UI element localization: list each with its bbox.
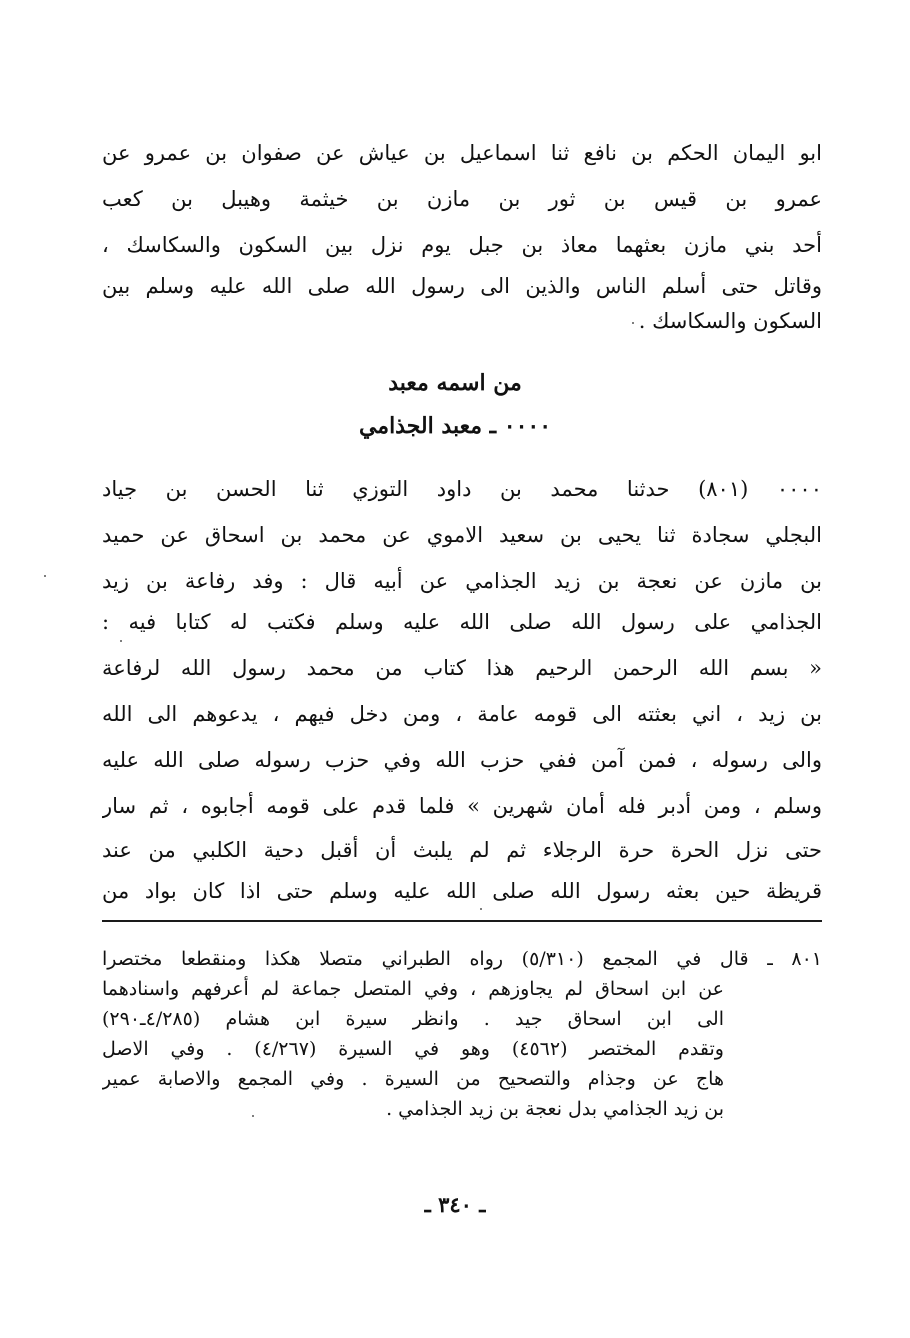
footnote-line: عن ابن اسحاق لم يجاوزهم ، وفي المتصل جماعة لم أعرفهم واسنادهما	[102, 978, 724, 1000]
footnote-rule	[102, 920, 822, 922]
text-line: قريظة حين بعثه رسول الله صلى الله عليه وسلم حتى اذا كان بواد من	[102, 879, 822, 903]
footnote-line: الى ابن اسحاق جيد . وانظر سيرة ابن هشام (٤/٢٨٥ـ٢٩٠)	[102, 1008, 724, 1030]
text-line: وسلم ، ومن أدبر فله أمان شهرين » فلما قدم على قومه أجابوه ، ثم سار	[102, 794, 822, 818]
text-line: « بسم الله الرحمن الرحيم هذا كتاب من محمد رسول الله لرفاعة	[102, 656, 822, 680]
text-line: أحد بني مازن بعثهما معاذ بن جبل يوم نزل بين السكون والسكاسك ،	[102, 233, 822, 257]
text-line: الجذامي على رسول الله صلى الله عليه وسلم فكتب له كتابا فيه :	[102, 610, 822, 634]
scan-speck	[44, 575, 46, 577]
scan-speck	[120, 640, 122, 642]
text-line: بن زيد ، اني بعثته الى قومه عامة ، ومن دخل فيهم ، يدعوهم الى الله	[102, 702, 822, 726]
entry-heading: ٠٠٠٠ ـ معبد الجذامي	[358, 413, 552, 439]
scan-speck	[252, 1115, 254, 1117]
footnote-line: وتقدم المختصر (٤٥٦٢) وهو في السيرة (٤/٢٦٧) . وفي الاصل	[102, 1038, 724, 1060]
text-line: ٠٠٠٠ (٨٠١) حدثنا محمد بن داود التوزي ثنا الحسن بن جياد	[102, 477, 822, 501]
text-line: والى رسوله ، فمن آمن ففي حزب الله وفي حزب رسوله صلى الله عليه	[102, 748, 822, 772]
scan-speck	[632, 322, 634, 324]
text-line: عمرو بن قيس بن ثور بن مازن بن خيثمة وهيبل بن كعب	[102, 187, 822, 211]
text-line: ابو اليمان الحكم بن نافع ثنا اسماعيل بن عياش عن صفوان بن عمرو عن	[102, 141, 822, 165]
footnote-line: بن زيد الجذامي بدل نعجة بن زيد الجذامي .	[386, 1098, 724, 1120]
section-heading: من اسمه معبد	[388, 370, 522, 396]
text-line: البجلي سجادة ثنا يحيى بن سعيد الاموي عن محمد بن اسحاق عن حميد	[102, 523, 822, 547]
text-line: وقاتل حتى أسلم الناس والذين الى رسول الله صلى الله عليه وسلم بين	[102, 274, 822, 298]
text-line: حتى نزل الحرة حرة الرجلاء ثم لم يلبث أن أقبل دحية الكلبي من عند	[102, 838, 822, 862]
scan-speck	[480, 908, 482, 910]
text-line: السكون والسكاسك .	[638, 309, 822, 333]
text-line: بن مازن عن نعجة بن زيد الجذامي عن أبيه قال : وفد رفاعة بن زيد	[102, 569, 822, 593]
footnote-line: ٨٠١ ـ قال في المجمع (٥/٣١٠) رواه الطبراني متصلا هكذا ومنقطعا مختصرا	[102, 948, 822, 970]
footnote-line: هاج عن وجذام والتصحيح من السيرة . وفي المجمع والاصابة عمير	[102, 1068, 724, 1090]
page-number: ـ ٣٤٠ ـ	[424, 1192, 486, 1217]
